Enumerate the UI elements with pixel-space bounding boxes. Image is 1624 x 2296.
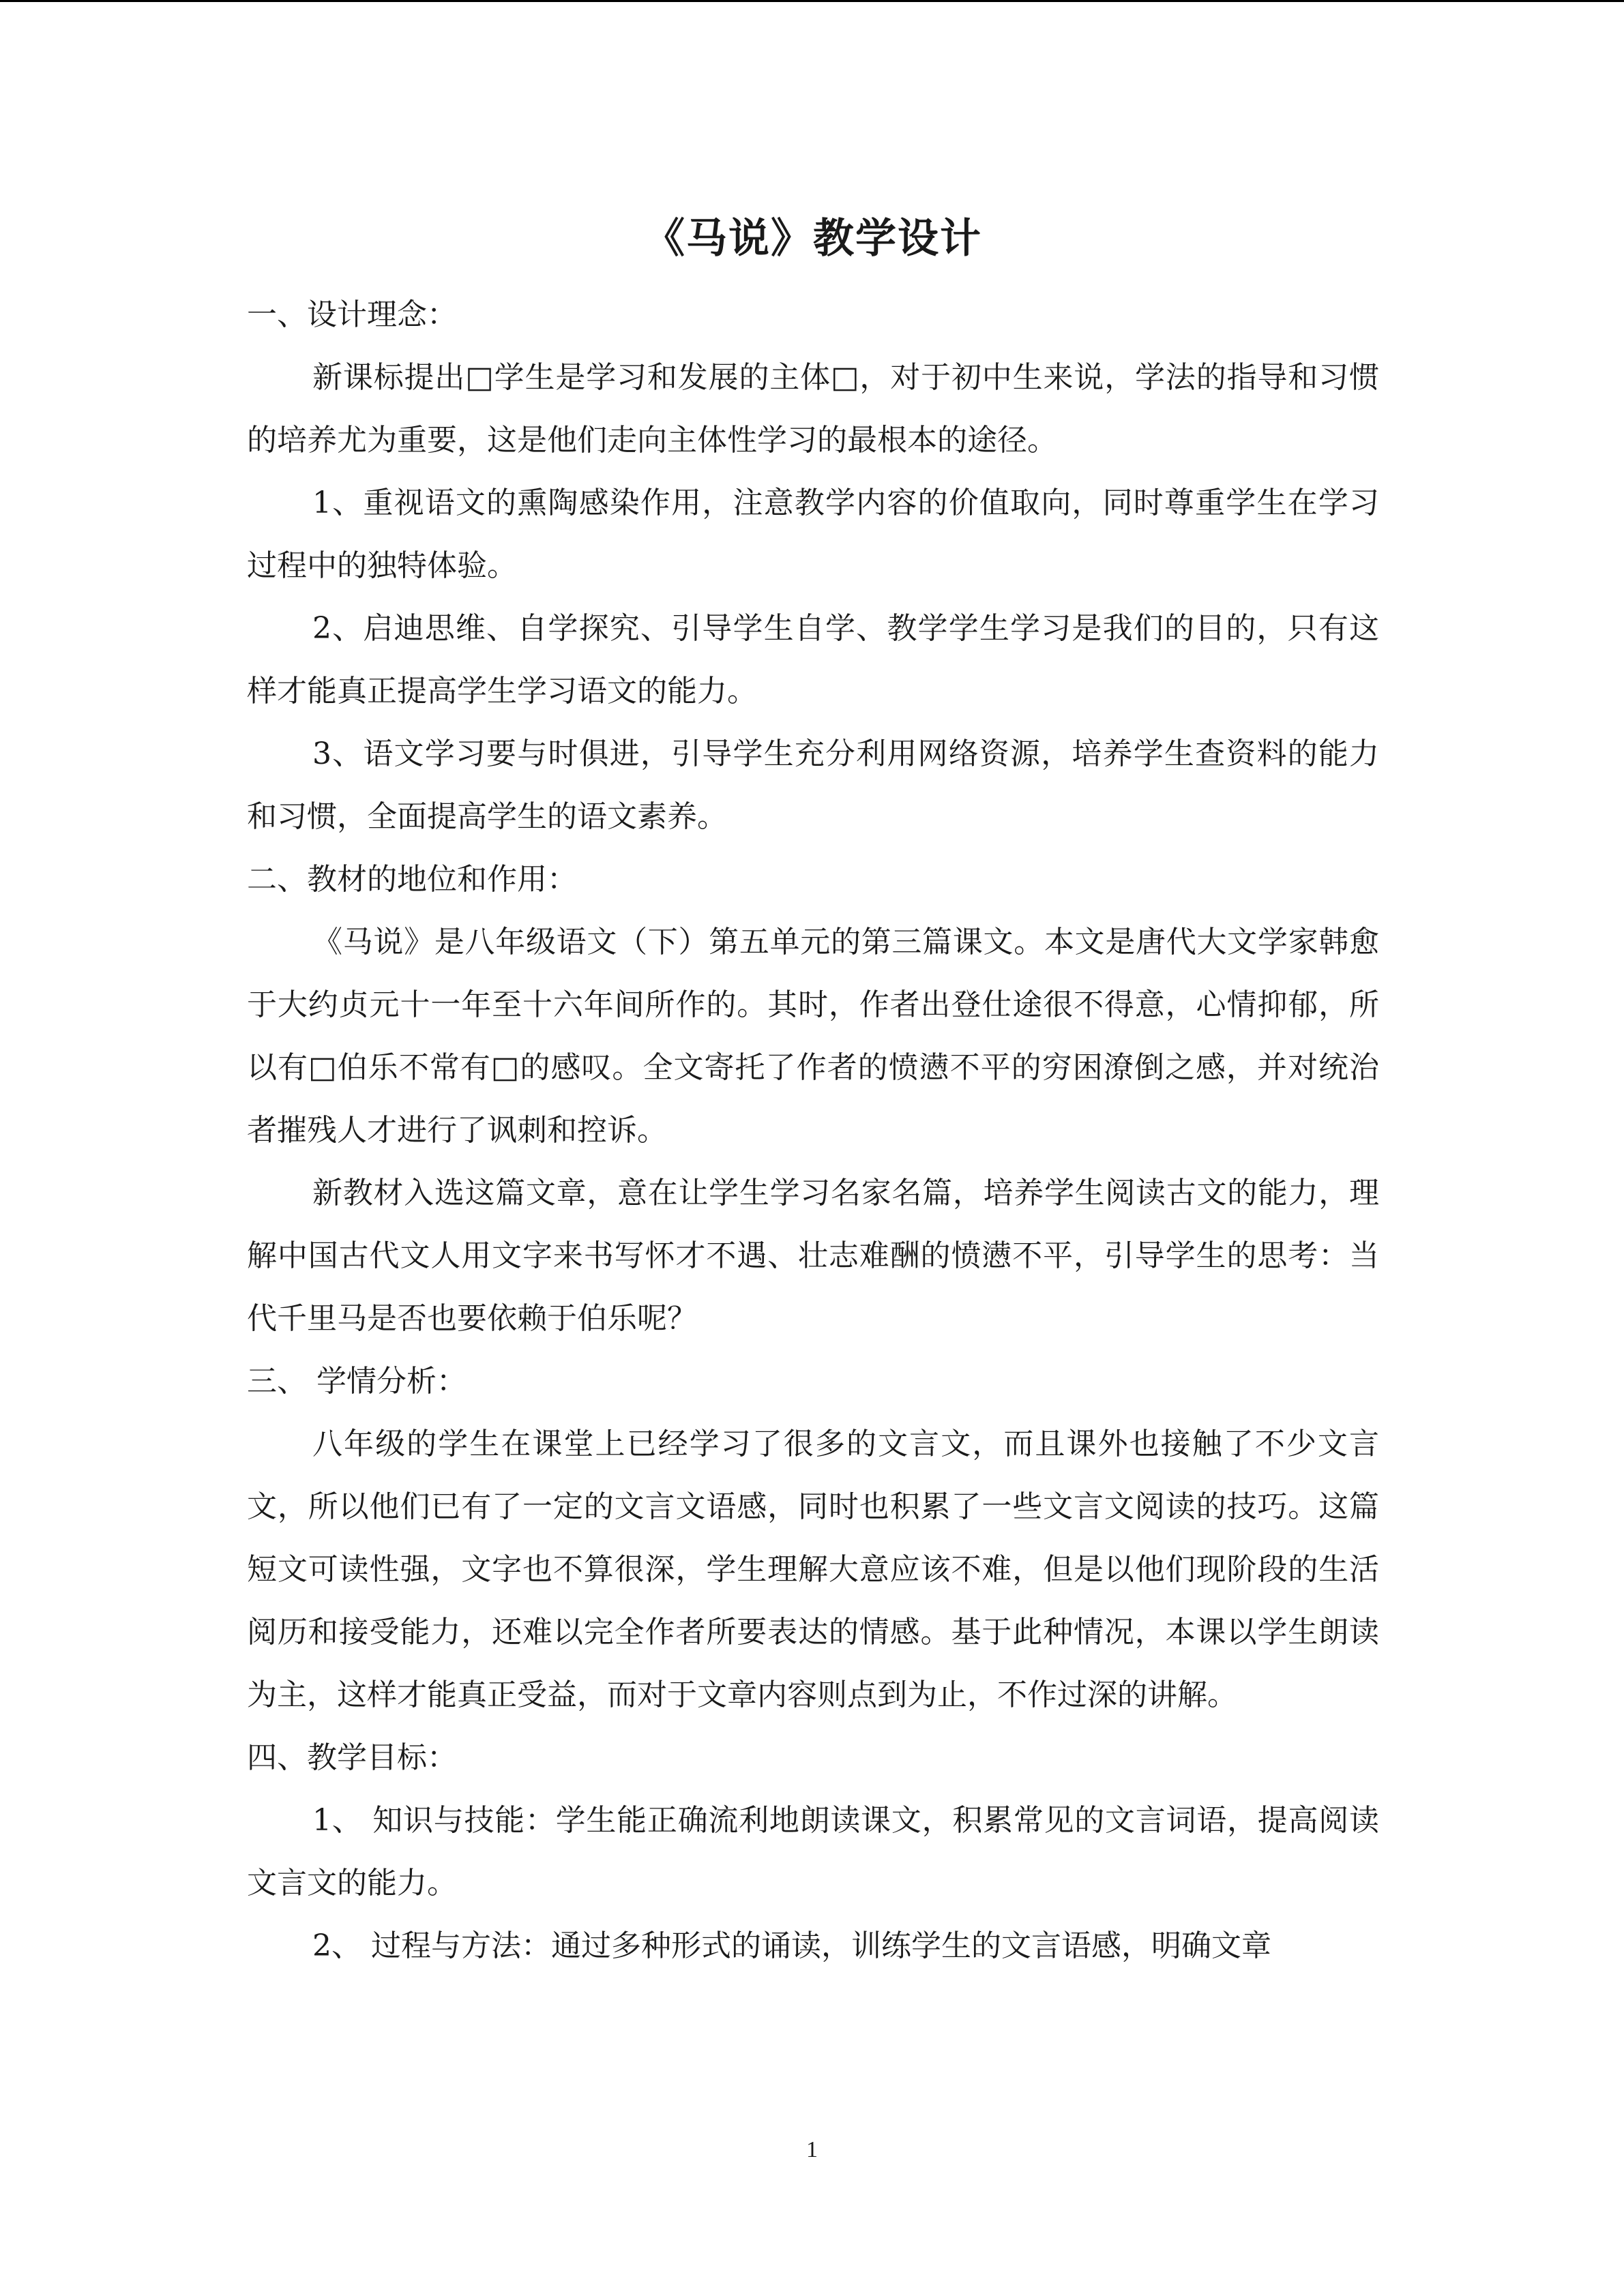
paragraph: 3、语文学习要与时俱进，引导学生充分利用网络资源，培养学生查资料的能力和习惯，全面提高学生的语文素养。 [247,736,1379,834]
paragraph: 《马说》是八年级语文（下）第五单元的第三篇课文。本文是唐代大文学家韩愈于大约贞元十一年至十六年间所作的。其时，作者出登仕途很不得意，心情抑郁，所以有□伯乐不常有□的感叹。全文寄托了作者的愤懑不平的穷困潦倒之感，并对统治者摧残人才进行了讽刺和控诉。 [247,925,1379,1148]
page-content [247,205,1379,1978]
paragraph: 新课标提出□学生是学习和发展的主体□，对于初中生来说，学法的指导和习惯的培养尤为重要，这是他们走向主体性学习的最根本的途径。 [247,360,1379,458]
section-heading-textbook-role: 二、教材的地位和作用： [247,862,577,897]
section-heading-design-concept: 一、设计理念： [247,297,457,332]
paragraph: 2、启迪思维、自学探究、引导学生自学、教学学生学习是我们的目的，只有这样才能真正提高学生学习语文的能力。 [247,611,1379,709]
paragraph: 八年级的学生在课堂上已经学习了很多的文言文，而且课外也接触了不少文言文，所以他们已有了一定的文言文语感，同时也积累了一些文言文阅读的技巧。这篇短文可读性强，文字也不算很深，学生理解大意应该不难，但是以他们现阶段的生活阅历和接受能力，还难以完全作者所要表达的情感。基于此种情况，本课以学生朗读为主，这样才能真正受益，而对于文章内容则点到为止，不作过深的讲解。 [247,1427,1379,1712]
page-number: 1 [806,2137,818,2162]
paragraph: 新教材入选这篇文章，意在让学生学习名家名篇，培养学生阅读古文的能力，理解中国古代文人用文字来书写怀才不遇、壮志难酬的愤懑不平，引导学生的思考：当代千里马是否也要依赖于伯乐呢？ [247,1176,1379,1336]
paragraph: 1、重视语文的熏陶感染作用，注意教学内容的价值取向，同时尊重学生在学习过程中的独特体验。 [247,486,1379,583]
paragraph: 1、 知识与技能：学生能正确流利地朗读课文，积累常见的文言词语，提高阅读文言文的能力。 [247,1803,1379,1900]
section-heading-teaching-goals: 四、教学目标： [247,1740,457,1775]
document-title: 《马说》教学设计 [644,215,982,263]
top-border-line [0,0,1624,2]
paragraph: 2、 过程与方法：通过多种形式的诵读，训练学生的文言语感，明确文章 [312,1928,1271,1963]
section-heading-student-analysis: 三、 学情分析： [247,1364,467,1399]
